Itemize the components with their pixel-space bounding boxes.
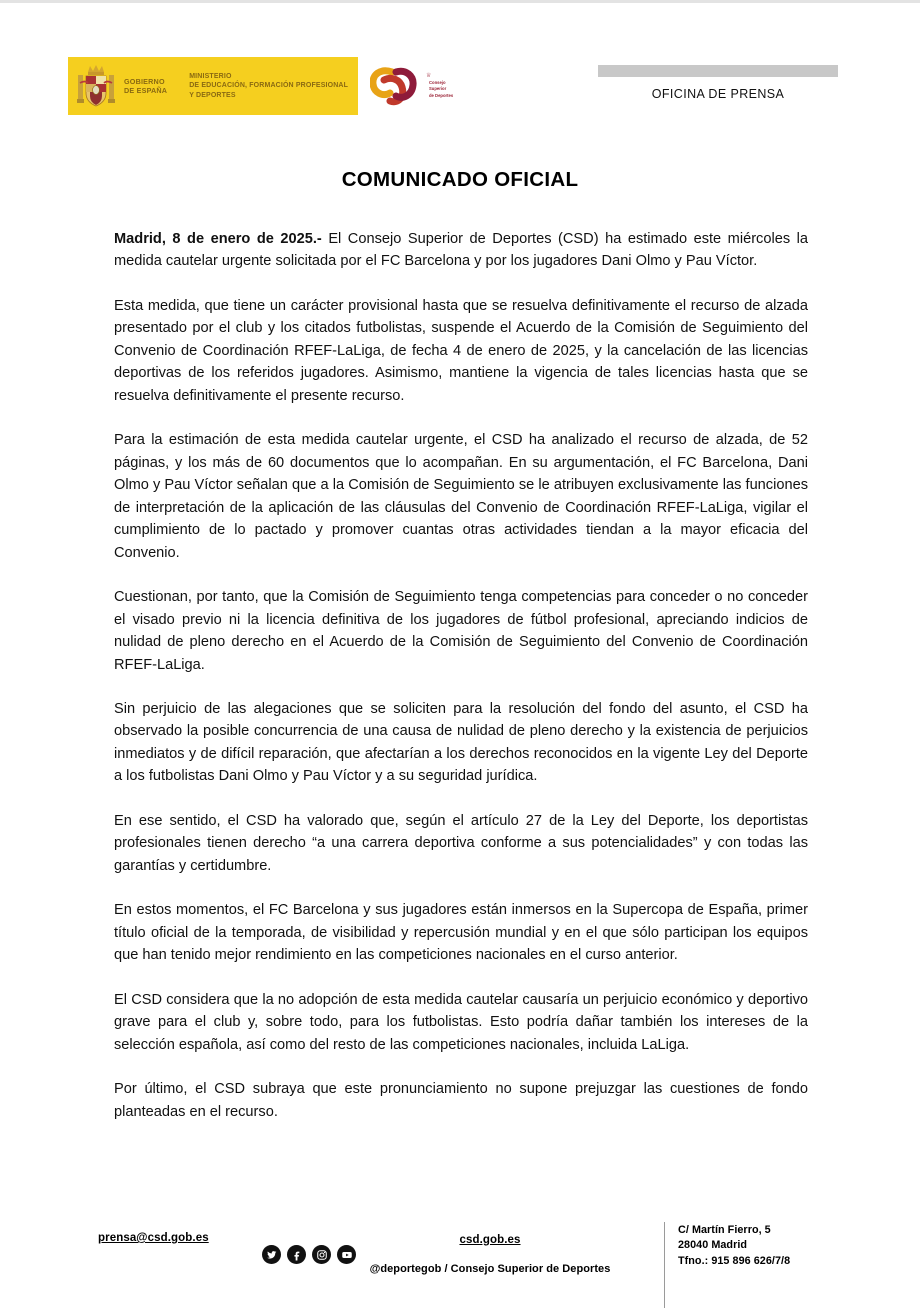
csd-word-line3: de Deportes [429, 92, 454, 98]
government-logo-line2: DE ESPAÑA [124, 86, 168, 95]
press-office-bar [598, 65, 838, 77]
paragraph: Por último, el CSD subraya que este pronunciamiento no supone prejuzgar las cuestiones de fondo planteadas en el recurso. [114, 1081, 808, 1120]
csd-swoosh-icon [370, 66, 426, 106]
paragraph: En ese sentido, el CSD ha valorado que, según el artículo 27 de la Ley del Deporte, los deportistas profesionales tienen derecho “a una carrera deportiva conforme a sus potencialidades” y con todas las garantías y certidumbre. [114, 812, 808, 874]
document-footer [0, 1222, 920, 1302]
government-logo-text [124, 77, 167, 95]
csd-logo-wordmark [426, 73, 453, 98]
twitter-icon[interactable] [262, 1245, 281, 1264]
document-header [0, 57, 920, 127]
government-logo-line1: GOBIERNO [124, 76, 165, 86]
ministry-line-1: MINISTERIO [189, 73, 232, 81]
paragraph: En estos momentos, el FC Barcelona y sus jugadores están inmersos en la Supercopa de España, primer título oficial de la temporada, de visibilidad y repercusión mundial y en el que sólo participan los equipos que han tenido mejor rendimiento en las competiciones nacionales en el curso anterior. [114, 902, 808, 964]
ministry-logo-text [189, 72, 348, 99]
footer-center-block [340, 1230, 640, 1275]
paragraph: Esta medida, que tiene un carácter provisional hasta que se resuelva definitivamente el recurso de alzada presentado por el club y los citados futbolistas, suspende el Acuerdo de la Comisión de Seguimiento del Convenio de Coordinación RFEF-LaLiga, de fecha 4 de enero de 2025, y la cancelación de las licencias deportivas de los referidos jugadores. Asimismo, mantiene la vigencia de tales licencias hasta que se resuelva definitivamente el presente recurso. [114, 297, 808, 404]
csd-word-line1: Consejo [429, 80, 446, 86]
social-links [262, 1245, 356, 1264]
facebook-icon[interactable] [287, 1245, 306, 1264]
paragraph-lead-text: El Consejo Superior de Deportes (CSD) ha estimado este miércoles la medida cautelar urgente solicitada por el FC Barcelona y por los jugadores Dani Olmo y Pau Víctor. [114, 231, 808, 270]
footer-address [678, 1223, 790, 1269]
paragraph: Cuestionan, por tanto, que la Comisión de Seguimiento tenga competencias para conceder o no conceder el visado previo ni la licencia definitiva de los jugadores de fútbol profesional, apreciando indicios de nulidad de pleno derecho en el Acuerdo de la Comisión de Seguimiento del Convenio de Coordinación RFEF-LaLiga. [114, 589, 808, 673]
address-phone: Tfno.: 915 896 626/7/8 [678, 1254, 791, 1267]
social-handle-text: @deportegob / Consejo Superior de Deportes [369, 1263, 611, 1275]
press-email-link[interactable]: prensa@csd.gob.es [98, 1232, 209, 1244]
address-city: 28040 Madrid [678, 1239, 748, 1252]
document-body [114, 228, 808, 1123]
spain-coat-of-arms-icon [76, 63, 116, 109]
address-street: C/ Martín Fierro, 5 [678, 1224, 771, 1236]
csd-word-line2: Superior [429, 86, 447, 92]
paragraph: Para la estimación de esta medida cautelar urgente, el CSD ha analizado el recurso de alzada, de 52 páginas, y los más de 60 documentos que lo acompañan. En su argumentación, el FC Barcelona, Dani Olmo y Pau Víctor señalan que a la Comisión de Seguimiento se le atribuyen exclusivamente las funciones de interpretación de la aplicación de las cláusulas del Convenio de Coordinación RFEF-LaLiga, vigilar el cumplimiento de lo pactado y promover cuantas otras actividades tiendan a la mayor eficacia del Convenio. [114, 432, 808, 561]
paragraph-lead [114, 228, 808, 273]
ministry-line-2: DE EDUCACIÓN, FORMACIÓN PROFESIONAL [189, 82, 349, 90]
website-link[interactable]: csd.gob.es [459, 1234, 521, 1246]
page-top-rule [0, 0, 920, 3]
page-title: COMUNICADO OFICIAL [341, 168, 579, 191]
dateline: Madrid, 8 de enero de 2025.- [114, 231, 322, 247]
paragraph: Sin perjuicio de las alegaciones que se soliciten para la resolución del fondo del asunto, el CSD ha observado la posible concurrencia de una causa de nulidad de pleno derecho y la existencia de perjuicios inmediatos y de difícil reparación, que afectarían a los derechos reconocidos en la vigente Ley del Deporte a los futbolistas Dani Olmo y Pau Víctor y a su seguridad jurídica. [114, 700, 808, 785]
youtube-icon[interactable] [337, 1245, 356, 1264]
paragraph: El CSD considera que la no adopción de esta medida cautelar causaría un perjuicio económico y deportivo grave para el club y, sobre todo, para los futbolistas. Esto podría dañar también los intereses de la selección española, así como del resto de las competiciones nacionales, incluida LaLiga. [114, 991, 808, 1053]
press-office-label: OFICINA DE PRENSA [651, 87, 785, 101]
ministry-line-3: Y DEPORTES [189, 91, 236, 99]
footer-divider [664, 1222, 665, 1308]
government-of-spain-logo [68, 57, 358, 115]
instagram-icon[interactable] [312, 1245, 331, 1264]
csd-logo [370, 63, 465, 109]
press-office-block [598, 65, 838, 101]
csd-crown-icon: ♕ [426, 73, 432, 80]
